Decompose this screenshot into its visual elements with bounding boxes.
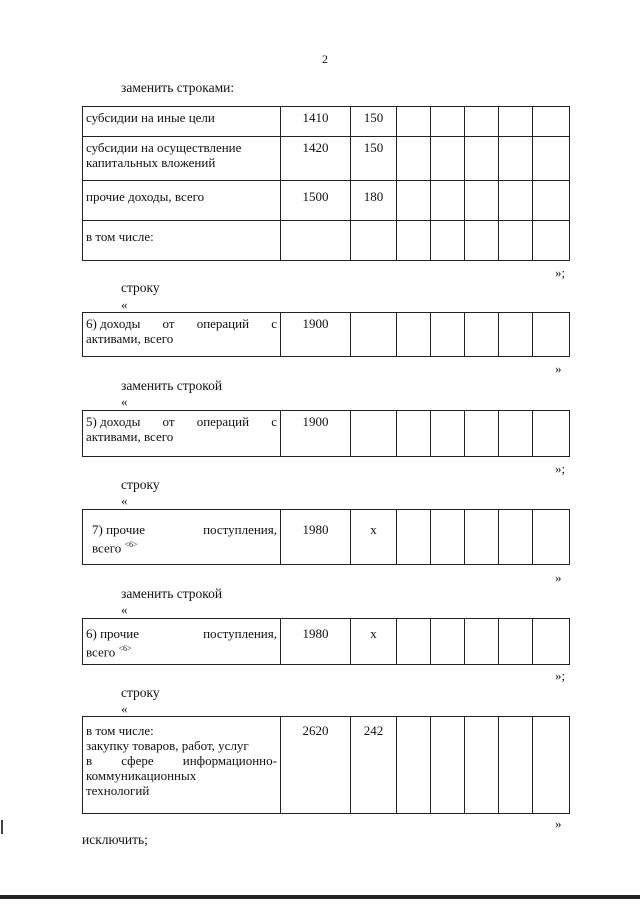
table-row [83,107,570,137]
table-row-ict-procurement [82,716,570,814]
row-subcode: 150 [351,137,397,181]
row-subcode: х [351,619,397,665]
row-name-line: в сфере информационно- [86,753,277,768]
opening-quote: « [121,602,128,617]
opening-quote: « [121,394,128,409]
page-number: 2 [322,52,328,66]
row-code: 2620 [281,717,351,814]
table-row [83,619,570,665]
label-stroku: строку [121,280,160,295]
intro-text: заменить строками: [121,80,235,95]
row-code: 1900 [281,411,351,457]
row-name: субсидии на иные цели [83,107,281,137]
row-name-line: всего $^{<6>}$ [92,540,138,556]
row-name [83,717,281,814]
row-name-line: субсидии на осуществление [86,140,242,155]
closing-quote: » [555,570,562,585]
opening-quote: « [121,701,128,716]
row-code: 1500 [281,181,351,221]
row-name: прочие доходы, всего [83,181,281,221]
closing-quote: »; [555,461,566,476]
row-name-line: в том числе: [86,723,154,738]
row-subcode: 180 [351,181,397,221]
row-name-line: активами, всего [86,331,174,346]
row-subcode [351,411,397,457]
row-name-line: капитальных вложений [86,155,216,170]
label-zamenit: заменить строкой [121,586,223,601]
table-row [83,313,570,357]
table-row [83,411,570,457]
row-name: в том числе: [83,221,281,261]
row-name-line: закупку товаров, работ, услуг [86,738,249,753]
row-code: 1980 [281,510,351,565]
table-row [83,181,570,221]
outro-text: исключить; [82,832,148,847]
row-name [83,137,281,181]
footnote-marker: <6> [118,644,132,653]
table-row [83,137,570,181]
row-subcode [351,313,397,357]
row-name-line: технологий [86,783,150,798]
row-name [83,619,281,665]
closing-quote: » [555,361,562,376]
row-subcode: х [351,510,397,565]
row-name-line: активами, всего [86,429,174,444]
footnote-marker: <6> [124,540,138,549]
row-code [281,221,351,261]
table-old-row-asset-income [82,312,570,357]
table-old-row-other-receipts [82,509,570,565]
row-code: 1420 [281,137,351,181]
row-name [83,411,281,457]
table-row [83,221,570,261]
row-subcode [351,221,397,261]
closing-quote: »; [555,668,566,683]
row-code: 1410 [281,107,351,137]
row-name-line: 5) доходы от операций с [86,414,277,429]
row-name-line: 6) доходы от операций с [86,316,277,331]
row-name [83,510,281,565]
row-code: 1900 [281,313,351,357]
row-name-line: 6) прочие поступления, [86,626,277,641]
scan-margin-mark [1,820,3,834]
table-row [83,510,570,565]
opening-quote: « [121,297,128,312]
row-subcode: 242 [351,717,397,814]
label-stroku: строку [121,685,160,700]
label-stroku: строку [121,477,160,492]
row-subcode: 150 [351,107,397,137]
table-new-row-asset-income [82,410,570,457]
label-zamenit: заменить строкой [121,378,223,393]
row-name-line: всего $^{<6>}$ [86,644,132,660]
table-new-row-other-receipts [82,618,570,665]
row-name-line: 7) прочие поступления, [92,522,277,537]
closing-quote: »; [555,265,566,280]
row-name [83,313,281,357]
row-name-line: коммуникационных [86,768,197,783]
row-code: 1980 [281,619,351,665]
table-row [83,717,570,814]
scan-bottom-edge [0,895,640,899]
table-replacement-rows [82,106,570,261]
closing-quote: » [555,816,562,831]
opening-quote: « [121,493,128,508]
